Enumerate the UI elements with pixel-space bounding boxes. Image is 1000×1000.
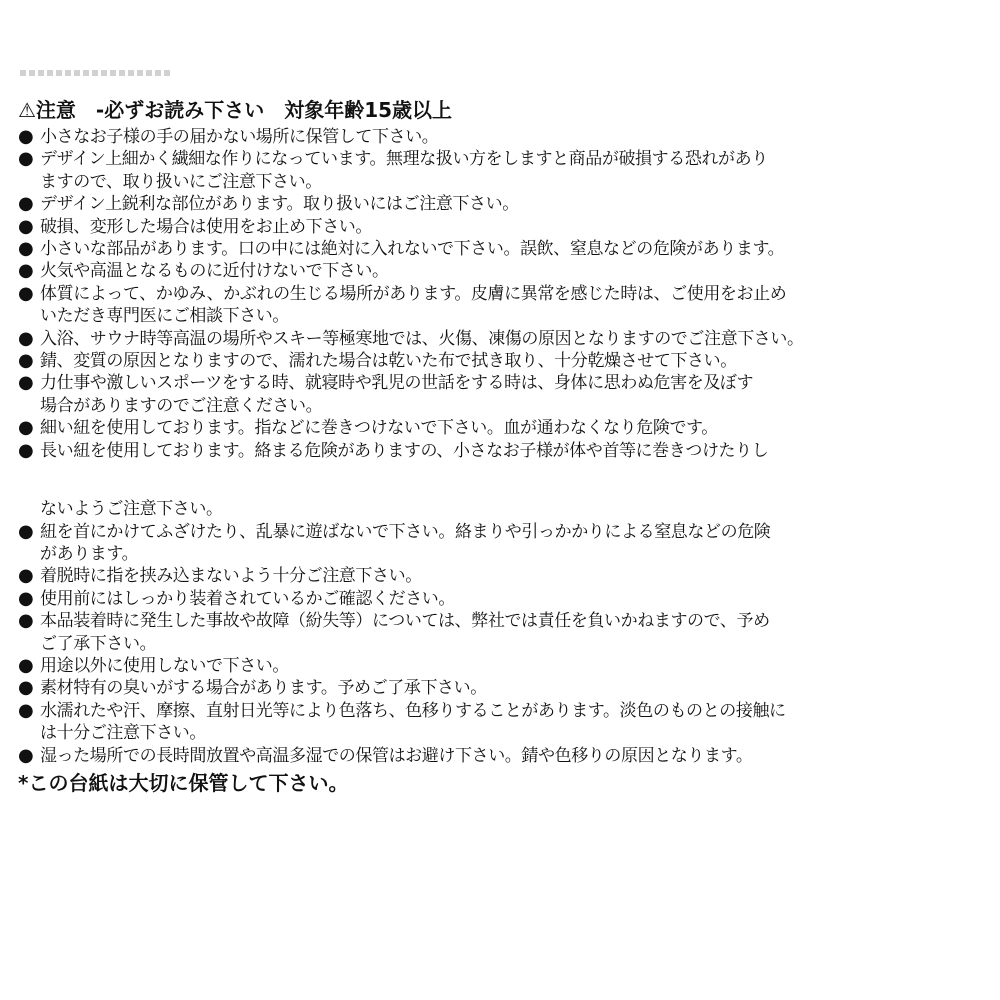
caution-item <box>18 700 990 722</box>
caution-item-text: ないようご注意下さい。 <box>40 499 223 520</box>
caution-item <box>18 722 990 744</box>
caution-item <box>18 655 990 677</box>
caution-item <box>18 126 990 148</box>
caution-item-text: 入浴、サウナ時等高温の場所やスキー等極寒地では、火傷、凍傷の原因となりますのでご注意下さい。 <box>40 328 804 349</box>
bullet-icon: ● <box>18 417 34 439</box>
caution-item <box>18 193 990 215</box>
caution-item <box>18 328 990 350</box>
bullet-icon: ● <box>18 193 34 215</box>
caution-item-text: ご了承下さい。 <box>40 633 157 654</box>
caution-item-text: デザイン上鋭利な部位があります。取り扱いにはご注意下さい。 <box>40 194 519 215</box>
bullet-icon: ● <box>18 520 34 542</box>
bullet-icon: ● <box>18 587 34 609</box>
caution-item-text: 素材特有の臭いがする場合があります。予めご了承下さい。 <box>40 678 487 699</box>
caution-item <box>18 565 990 587</box>
caution-item-text: 水濡れたや汗、摩擦、直射日光等により色落ち、色移りすることがあります。淡色のものとの接触に <box>40 700 786 721</box>
caution-item <box>18 417 990 439</box>
bullet-icon: ● <box>18 699 34 721</box>
caution-item <box>18 440 990 462</box>
caution-item-text: 長い紐を使用しております。絡まる危険がありますの、小さなお子様が体や首等に巻きつけたりし <box>40 440 769 461</box>
caution-item <box>18 238 990 260</box>
bullet-icon: ● <box>18 439 34 461</box>
bullet-icon: ● <box>18 677 34 699</box>
caution-item-text: 紐を首にかけてふざけたり、乱暴に遊ばないで下さい。絡まりや引っかかりによる窒息などの危険 <box>40 521 771 542</box>
caution-item-text: 湿った場所での長時間放置や高温多湿での保管はお避け下さい。錆や色移りの原因となります。 <box>40 745 753 766</box>
caution-item-text: 小さなお子様の手の届かない場所に保管して下さい。 <box>40 127 439 147</box>
caution-item-text: 使用前にはしっかり装着されているかご確認ください。 <box>40 588 455 609</box>
caution-item <box>18 171 990 193</box>
caution-item-text: 火気や高温となるものに近付けないで下さい。 <box>40 261 389 282</box>
caution-item <box>18 148 990 170</box>
bullet-icon: ● <box>18 744 34 766</box>
caution-item <box>18 677 990 699</box>
caution-item <box>18 610 990 632</box>
bullet-icon: ● <box>18 565 34 587</box>
bullet-icon: ● <box>18 126 34 147</box>
caution-item <box>18 216 990 238</box>
bullet-icon: ● <box>18 350 34 372</box>
caution-item-text: 着脱時に指を挟み込まないよう十分ご注意下さい。 <box>40 566 422 587</box>
caution-item-text: デザイン上細かく繊細な作りになっています。無理な扱い方をしますと商品が破損する恐れがあり <box>40 149 768 170</box>
caution-item <box>18 543 990 565</box>
caution-item-text: は十分ご注意下さい。 <box>40 723 206 744</box>
caution-item <box>18 745 990 767</box>
bullet-icon: ● <box>18 610 34 632</box>
caution-item-text: 体質によって、かゆみ、かぶれの生じる場所があります。皮膚に異常を感じた時は、ご使用をお止め <box>40 283 787 304</box>
caution-header: ⚠注意 -必ずお読み下さい 対象年齢15歳以上 <box>18 98 453 122</box>
caution-item <box>18 372 990 394</box>
caution-item-text: 破損、変形した場合は使用をお止め下さい。 <box>40 216 372 237</box>
caution-item <box>18 305 990 327</box>
caution-item <box>18 283 990 305</box>
caution-item-text: 小さいな部品があります。口の中には絶対に入れないで下さい。誤飲、窒息などの危険があります。 <box>40 239 785 260</box>
caution-item-text: ますので、取り扱いにご注意下さい。 <box>40 171 322 192</box>
caution-item-text: 力仕事や激しいスポーツをする時、就寝時や乳児の世話をする時は、身体に思わぬ危害を及ぼす <box>40 373 754 394</box>
caution-item-text: があります。 <box>40 543 139 564</box>
caution-list <box>18 126 990 767</box>
caution-item <box>18 395 990 417</box>
caution-sheet <box>18 96 990 797</box>
caution-item <box>18 588 990 610</box>
bullet-icon: ● <box>18 327 34 349</box>
bullet-icon: ● <box>18 238 34 260</box>
caution-item-text: いただき専門医にご相談下さい。 <box>40 306 289 327</box>
caution-item-text: 細い紐を使用しております。指などに巻きつけないで下さい。血が通わなくなり危険です。 <box>40 418 718 439</box>
caution-item <box>18 350 990 372</box>
footer-note: *この台紙は大切に保管して下さい。 <box>18 770 349 795</box>
caution-item <box>18 498 990 520</box>
bullet-icon: ● <box>18 654 34 676</box>
bullet-icon: ● <box>18 215 34 237</box>
caution-item <box>18 521 990 543</box>
caution-item-text: 場合がありますのでご注意ください。 <box>40 395 323 416</box>
caution-item <box>18 260 990 282</box>
bullet-icon: ● <box>18 148 34 170</box>
caution-item-text: 本品装着時に発生した事故や故障（紛失等）については、弊社では責任を負いかねますので、予め <box>40 611 770 632</box>
caution-item <box>18 633 990 655</box>
bullet-icon: ● <box>18 372 34 394</box>
bullet-icon: ● <box>18 260 34 282</box>
perforation-line <box>20 70 170 76</box>
caution-item-text: 用途以外に使用しないで下さい。 <box>40 655 289 676</box>
caution-item-text: 錆、変質の原因となりますので、濡れた場合は乾いた布で拭き取り、十分乾燥させて下さい。 <box>40 351 737 372</box>
bullet-icon: ● <box>18 282 34 304</box>
